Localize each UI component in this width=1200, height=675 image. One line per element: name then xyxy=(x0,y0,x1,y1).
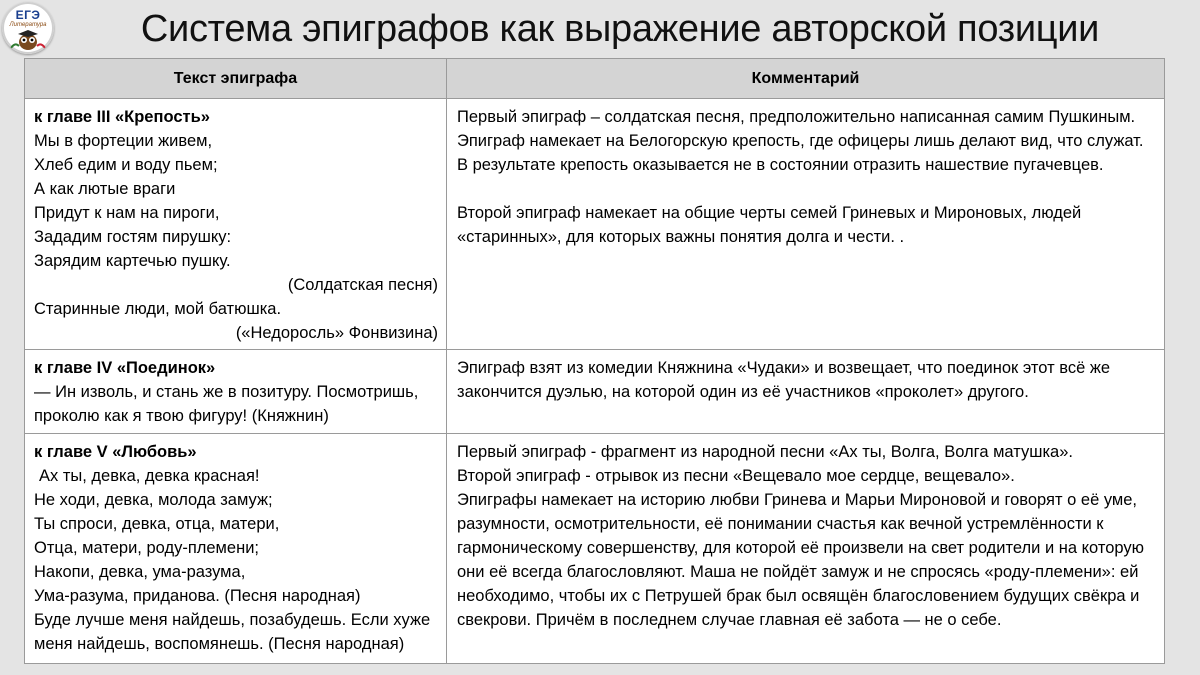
epigraph-line: Мы в фортеции живем, xyxy=(34,132,213,150)
epigraph-line: Ах ты, девка, девка красная! xyxy=(39,467,260,485)
epigraph-line: проколю как я твою фигуру! (Княжнин) xyxy=(34,407,329,425)
epigraph-line: Буде лучше меня найдешь, позабудешь. Если хуже xyxy=(34,611,431,629)
table-row xyxy=(25,99,1165,350)
epigraph-line: Старинные люди, мой батюшка. xyxy=(34,300,282,318)
epigraph-cell xyxy=(25,99,447,350)
table-row xyxy=(25,434,1165,664)
epigraph-line: Зарядим картечью пушку. xyxy=(34,252,231,270)
column-header-comment: Комментарий xyxy=(447,59,1165,99)
epigraph-cell xyxy=(25,350,447,434)
comment-paragraph: Эпиграфы намекает на историю любви Гринева и Марьи Мироновой и говорят о её уме, разумности, осмотрительности, её понимании счастья как вечной устремлённости к гармоническому совершенству, для которой её произвели на свет родители и на которую они её всегда благословляют. Маша не пойдёт замуж и не спросясь «роду-племени»: ей необходимо, чтобы их с Петрушей брак был освящён благословением будущих свёкра и свекрови. Причём в последнем случае главная её забота — не о себе. xyxy=(457,491,1145,629)
epigraph-line: Хлеб едим и воду пьем; xyxy=(34,156,218,174)
comment-cell xyxy=(447,99,1165,350)
comment-cell xyxy=(447,434,1165,664)
epigraph-line: Ты спроси, девка, отца, матери, xyxy=(34,515,280,533)
chapter-heading: к главе V «Любовь» xyxy=(34,443,197,461)
epigraph-cell xyxy=(25,434,447,664)
epigraph-source: (Солдатская песня) xyxy=(287,276,438,294)
chapter-heading: к главе III «Крепость» xyxy=(34,108,210,126)
epigraph-line: Отца, матери, роду-племени; xyxy=(34,539,259,557)
page-title: Система эпиграфов как выражение авторской позиции xyxy=(140,8,1100,50)
epigraph-line: меня найдешь, воспомянешь. (Песня народная) xyxy=(34,635,405,653)
comment-paragraph: Эпиграф взят из комедии Княжнина «Чудаки» и возвещает, что поединок этот всё же закончится дуэлью, на которой один из её участников «проколет» другого. xyxy=(457,359,1111,401)
comment-paragraph: Первый эпиграф - фрагмент из народной песни «Ах ты, Волга, Волга матушка». xyxy=(457,443,1073,461)
comment-paragraph: Второй эпиграф - отрывок из песни «Вещевало мое сердце, вещевало». xyxy=(457,467,1015,485)
epigraph-line: Придут к нам на пироги, xyxy=(34,204,220,222)
table-header-row xyxy=(25,59,1165,99)
comment-cell xyxy=(447,350,1165,434)
table-row xyxy=(25,350,1165,434)
epigraph-line: Накопи, девка, ума-разума, xyxy=(34,563,246,581)
epigraph-line: Не ходи, девка, молода замуж; xyxy=(34,491,273,509)
epigraph-line: Зададим гостям пирушку: xyxy=(34,228,232,246)
epigraph-line: — Ин изволь, и стань же в позитуру. Посмотришь, xyxy=(34,383,419,401)
epigraph-line: Ума-разума, приданова. (Песня народная) xyxy=(34,587,361,605)
epigraph-line: А как лютые враги xyxy=(34,180,176,198)
epigraph-source: («Недоросль» Фонвизина) xyxy=(235,324,438,342)
logo xyxy=(2,2,54,54)
chapter-heading: к главе IV «Поединок» xyxy=(34,359,216,377)
column-header-epigraph: Текст эпиграфа xyxy=(25,59,447,99)
comment-paragraph: Первый эпиграф – солдатская песня, предположительно написанная самим Пушкиным. Эпиграф намекает на Белогорскую крепость, где офицеры лишь делают вид, что служат. В результате крепость оказывается не в состоянии отразить нашествие пугачевцев. xyxy=(457,108,1144,174)
comment-paragraph: Второй эпиграф намекает на общие черты семей Гриневых и Мироновых, людей «старинных», для которых важны понятия долга и чести. . xyxy=(457,204,1082,246)
epigraph-table xyxy=(24,58,1165,664)
logo-text: ЕГЭ xyxy=(15,8,41,22)
logo-subtitle: Литература xyxy=(9,22,47,28)
